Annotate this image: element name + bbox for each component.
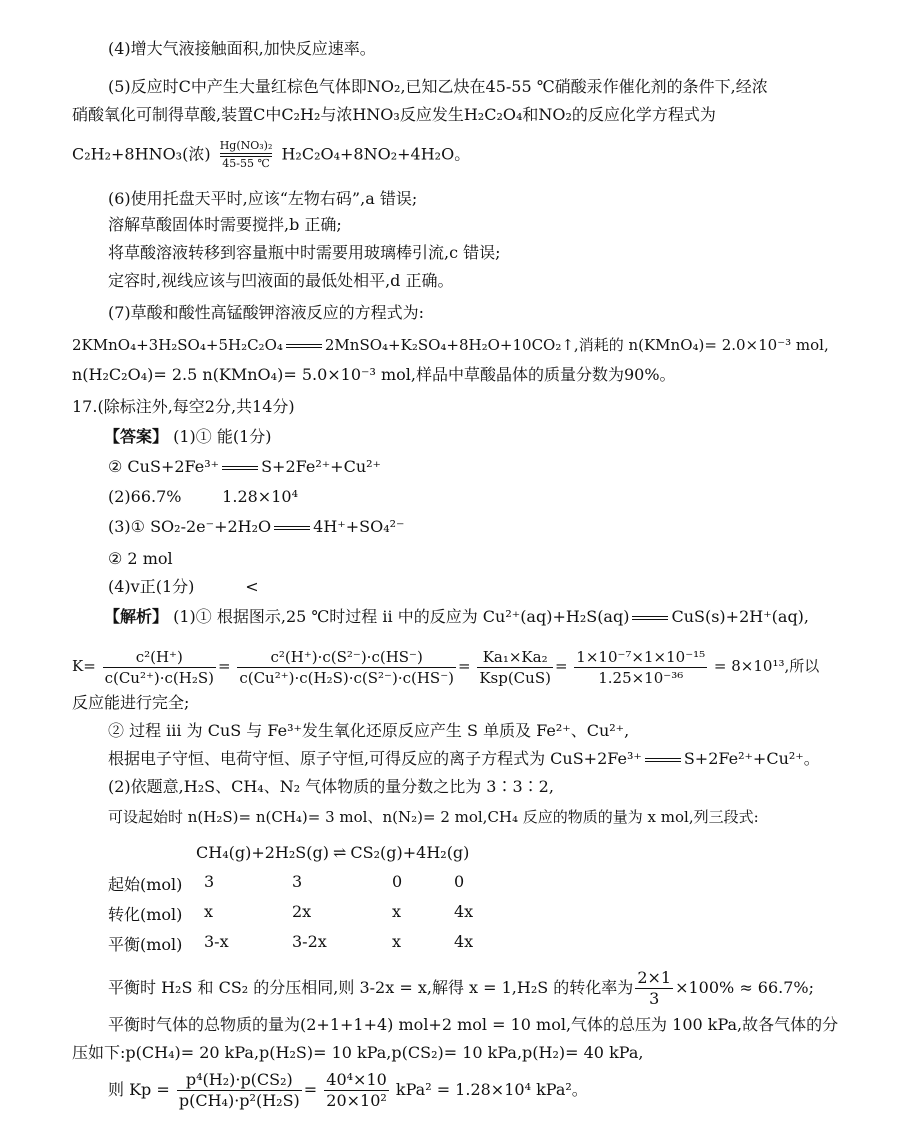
table-cell: 4x — [454, 902, 474, 921]
kp-formula: 则 Kp = $\frac{\text{p⁴(H₂)·p(CS₂)}}{\text{p(CH₄)·p²(H₂S)}}$ = $\frac{\text{40⁴×10}}{\text{20×10²}}$ kPa² = 1.28×10⁴ kPa²。 — [108, 1070, 588, 1110]
equation-right: S+2Fe²⁺+Cu²⁺ — [261, 457, 381, 476]
equation-left: ② CuS+2Fe³⁺ — [108, 457, 220, 476]
para-4: (4)增大气液接触面积,加快反应速率。 — [108, 39, 376, 58]
analysis-2c — [108, 966, 814, 1010]
temperature-label: 45-55 ℃ — [222, 157, 270, 170]
analysis-1c-left: 根据电子守恒、电荷守恒、原子守恒,可得反应的离子方程式为 CuS+2Fe³⁺ — [108, 749, 642, 768]
table-cell: x — [392, 932, 402, 951]
answer-label: 【答案】 — [104, 427, 169, 446]
analysis-1c — [108, 748, 820, 770]
equation-acetylene — [72, 140, 470, 170]
reaction-condition — [220, 140, 273, 170]
equation-ch4: CH₄(g)+2H₂S(g) ⇌ CS₂(g)+4H₂(g) — [196, 843, 470, 862]
equation-right: H₂C₂O₄+8NO₂+4H₂O。 — [281, 144, 471, 164]
ice-table — [108, 872, 528, 968]
kp-fraction-1: $\frac{\text{p⁴(H₂)·p(CS₂)}}{\text{p(CH₄)·p²(H₂S)}}$ — [178, 1070, 300, 1110]
equation-left: C₂H₂+8HNO₃(浓) — [72, 144, 211, 164]
k-prefix: K= — [72, 657, 96, 675]
fraction-2: $\frac{\text{c²(H⁺)·c(S²⁻)·c(HS⁻)}}{\text{c(Cu²⁺)·c(H₂S)·c(S²⁻)·c(HS⁻)}}$ — [239, 647, 454, 687]
table-row-label: 转化(mol) — [108, 905, 183, 924]
question-17-heading: 17.(除标注外,每空2分,共14分) — [72, 397, 295, 416]
table-row-label: 平衡(mol) — [108, 935, 183, 954]
answer-3b: ② 2 mol — [108, 549, 173, 568]
table-cell: 0 — [454, 872, 465, 891]
analysis-1-left: (1)① 根据图示,25 ℃时过程 ii 中的反应为 Cu²⁺(aq)+H₂S(aq) — [173, 607, 630, 626]
analysis-1-end: 反应能进行完全; — [72, 693, 190, 712]
analysis-2e: 压如下:p(CH₄)= 20 kPa,p(H₂S)= 10 kPa,p(CS₂)= 10 kPa,p(H₂)= 40 kPa, — [72, 1043, 644, 1062]
table-cell: 3 — [292, 872, 303, 891]
equation-kmno4 — [72, 334, 829, 356]
table-cell: 3 — [204, 872, 215, 891]
equation-right: 2MnSO₄+K₂SO₄+8H₂O+10CO₂↑,消耗的 n(KMnO₄)= 2.0×10⁻³ mol, — [324, 336, 829, 354]
kp-fraction-2: $\frac{\text{40⁴×10}}{\text{20×10²}}$ — [326, 1070, 387, 1110]
answer-1b — [108, 456, 381, 478]
para-7a: (7)草酸和酸性高锰酸钾溶液反应的方程式为: — [108, 303, 425, 322]
kp-prefix: 则 Kp = — [108, 1080, 170, 1099]
answer-3a — [108, 516, 405, 538]
table-row-label: 起始(mol) — [108, 875, 183, 894]
table-cell: x — [392, 902, 402, 921]
table-cell: 2x — [292, 902, 312, 921]
para-7c: n(H₂C₂O₄)= 2.5 n(KMnO₄)= 5.0×10⁻³ mol,样品中草酸晶体的质量分数为90%。 — [72, 365, 676, 384]
analysis-1 — [104, 606, 809, 628]
para-6a: (6)使用托盘天平时,应该“左物右码”,a 错误; — [108, 189, 418, 208]
equation-right: 4H⁺+SO₄²⁻ — [313, 517, 405, 536]
analysis-2c-left: 平衡时 H₂S 和 CS₂ 的分压相同,则 3-2x = x,解得 x = 1,H₂S 的转化率为 — [108, 978, 634, 997]
analysis-1b: ② 过程 iii 为 CuS 与 Fe³⁺发生氧化还原反应产生 S 单质及 Fe²⁺、Cu²⁺, — [108, 721, 630, 740]
answer-1 — [104, 426, 272, 448]
analysis-2c-right: ×100% ≈ 66.7%; — [675, 978, 815, 997]
para-6c: 将草酸溶液转移到容量瓶中时需要用玻璃棒引流,c 错误; — [108, 243, 501, 262]
answer-1-text: (1)① 能(1分) — [173, 427, 272, 446]
analysis-2b: 可设起始时 n(H₂S)= n(CH₄)= 3 mol、n(N₂)= 2 mol,CH₄ 反应的物质的量为 x mol,列三段式: — [108, 808, 759, 826]
table-cell: 3-x — [204, 932, 229, 951]
answer-4: (4)v正(1分) < — [108, 577, 259, 596]
table-cell: x — [204, 902, 214, 921]
equation-left: CH₄(g)+2H₂S(g) — [196, 843, 329, 862]
table-cell: 3-2x — [292, 932, 327, 951]
k-result: = 8×10¹³,所以 — [713, 657, 820, 675]
analysis-2d: 平衡时气体的总物质的量为(2+1+1+4) mol+2 mol = 10 mol,气体的总压为 100 kPa,故各气体的分 — [108, 1015, 839, 1034]
table-cell: 4x — [454, 932, 474, 951]
analysis-1-right: CuS(s)+2H⁺(aq), — [671, 607, 810, 626]
para-6b: 溶解草酸固体时需要搅拌,b 正确; — [108, 215, 342, 234]
fraction-1: $\frac{\text{c²(H⁺)}}{\text{c(Cu²⁺)·c(H₂S)}}$ — [104, 647, 214, 687]
catalyst-label: Hg(NO₃)₂ — [219, 139, 273, 152]
analysis-label: 【解析】 — [104, 607, 169, 626]
answer-2: (2)66.7% 1.28×10⁴ — [108, 487, 298, 506]
analysis-1c-right: S+2Fe²⁺+Cu²⁺。 — [683, 749, 820, 768]
equation-right: CS₂(g)+4H₂(g) — [350, 843, 470, 862]
para-6d: 定容时,视线应该与凹液面的最低处相平,d 正确。 — [108, 271, 454, 290]
fraction-4: $\frac{\text{1×10⁻⁷×1×10⁻¹⁵}}{\text{1.25×10⁻³⁶}}$ — [576, 647, 706, 687]
equilibrium-constant-formula: K= $\frac{\text{c²(H⁺)}}{\text{c(Cu²⁺)·c(H₂S)}}$ = $\frac{\text{c²(H⁺)·c(S²⁻)·c(HS⁻)}}{\text{c(Cu²⁺)·c(H₂S)·c(S²⁻)·c(HS⁻)}}$ = $\frac{\text{Ka₁×Ka₂}}{\text{Ksp(CuS)}}$ = $\frac{\text{1×10⁻⁷×1×10⁻¹⁵}}{\text{1.25×10⁻³⁶}}$ = 8×10¹³,所以 — [72, 647, 820, 687]
equation-left: 2KMnO₄+3H₂SO₄+5H₂C₂O₄ — [72, 336, 283, 354]
para-5-line2: 硝酸氧化可制得草酸,装置C中C₂H₂与浓HNO₃反应发生H₂C₂O₄和NO₂的反应化学方程式为 — [72, 105, 716, 124]
table-cell: 0 — [392, 872, 403, 891]
fraction-3: $\frac{\text{Ka₁×Ka₂}}{\text{Ksp(CuS)}}$ — [479, 647, 551, 687]
equation-left: (3)① SO₂-2e⁻+2H₂O — [108, 517, 272, 536]
kp-result: kPa² = 1.28×10⁴ kPa²。 — [395, 1080, 588, 1099]
para-5-line1: (5)反应时C中产生大量红棕色气体即NO₂,已知乙炔在45-55 ℃硝酸汞作催化剂的条件下,经浓 — [108, 77, 768, 96]
conversion-fraction: $\frac{2\times 1}{3}$ — [637, 968, 672, 1008]
analysis-2a: (2)依题意,H₂S、CH₄、N₂ 气体物质的量分数之比为 3∶3∶2, — [108, 777, 554, 796]
